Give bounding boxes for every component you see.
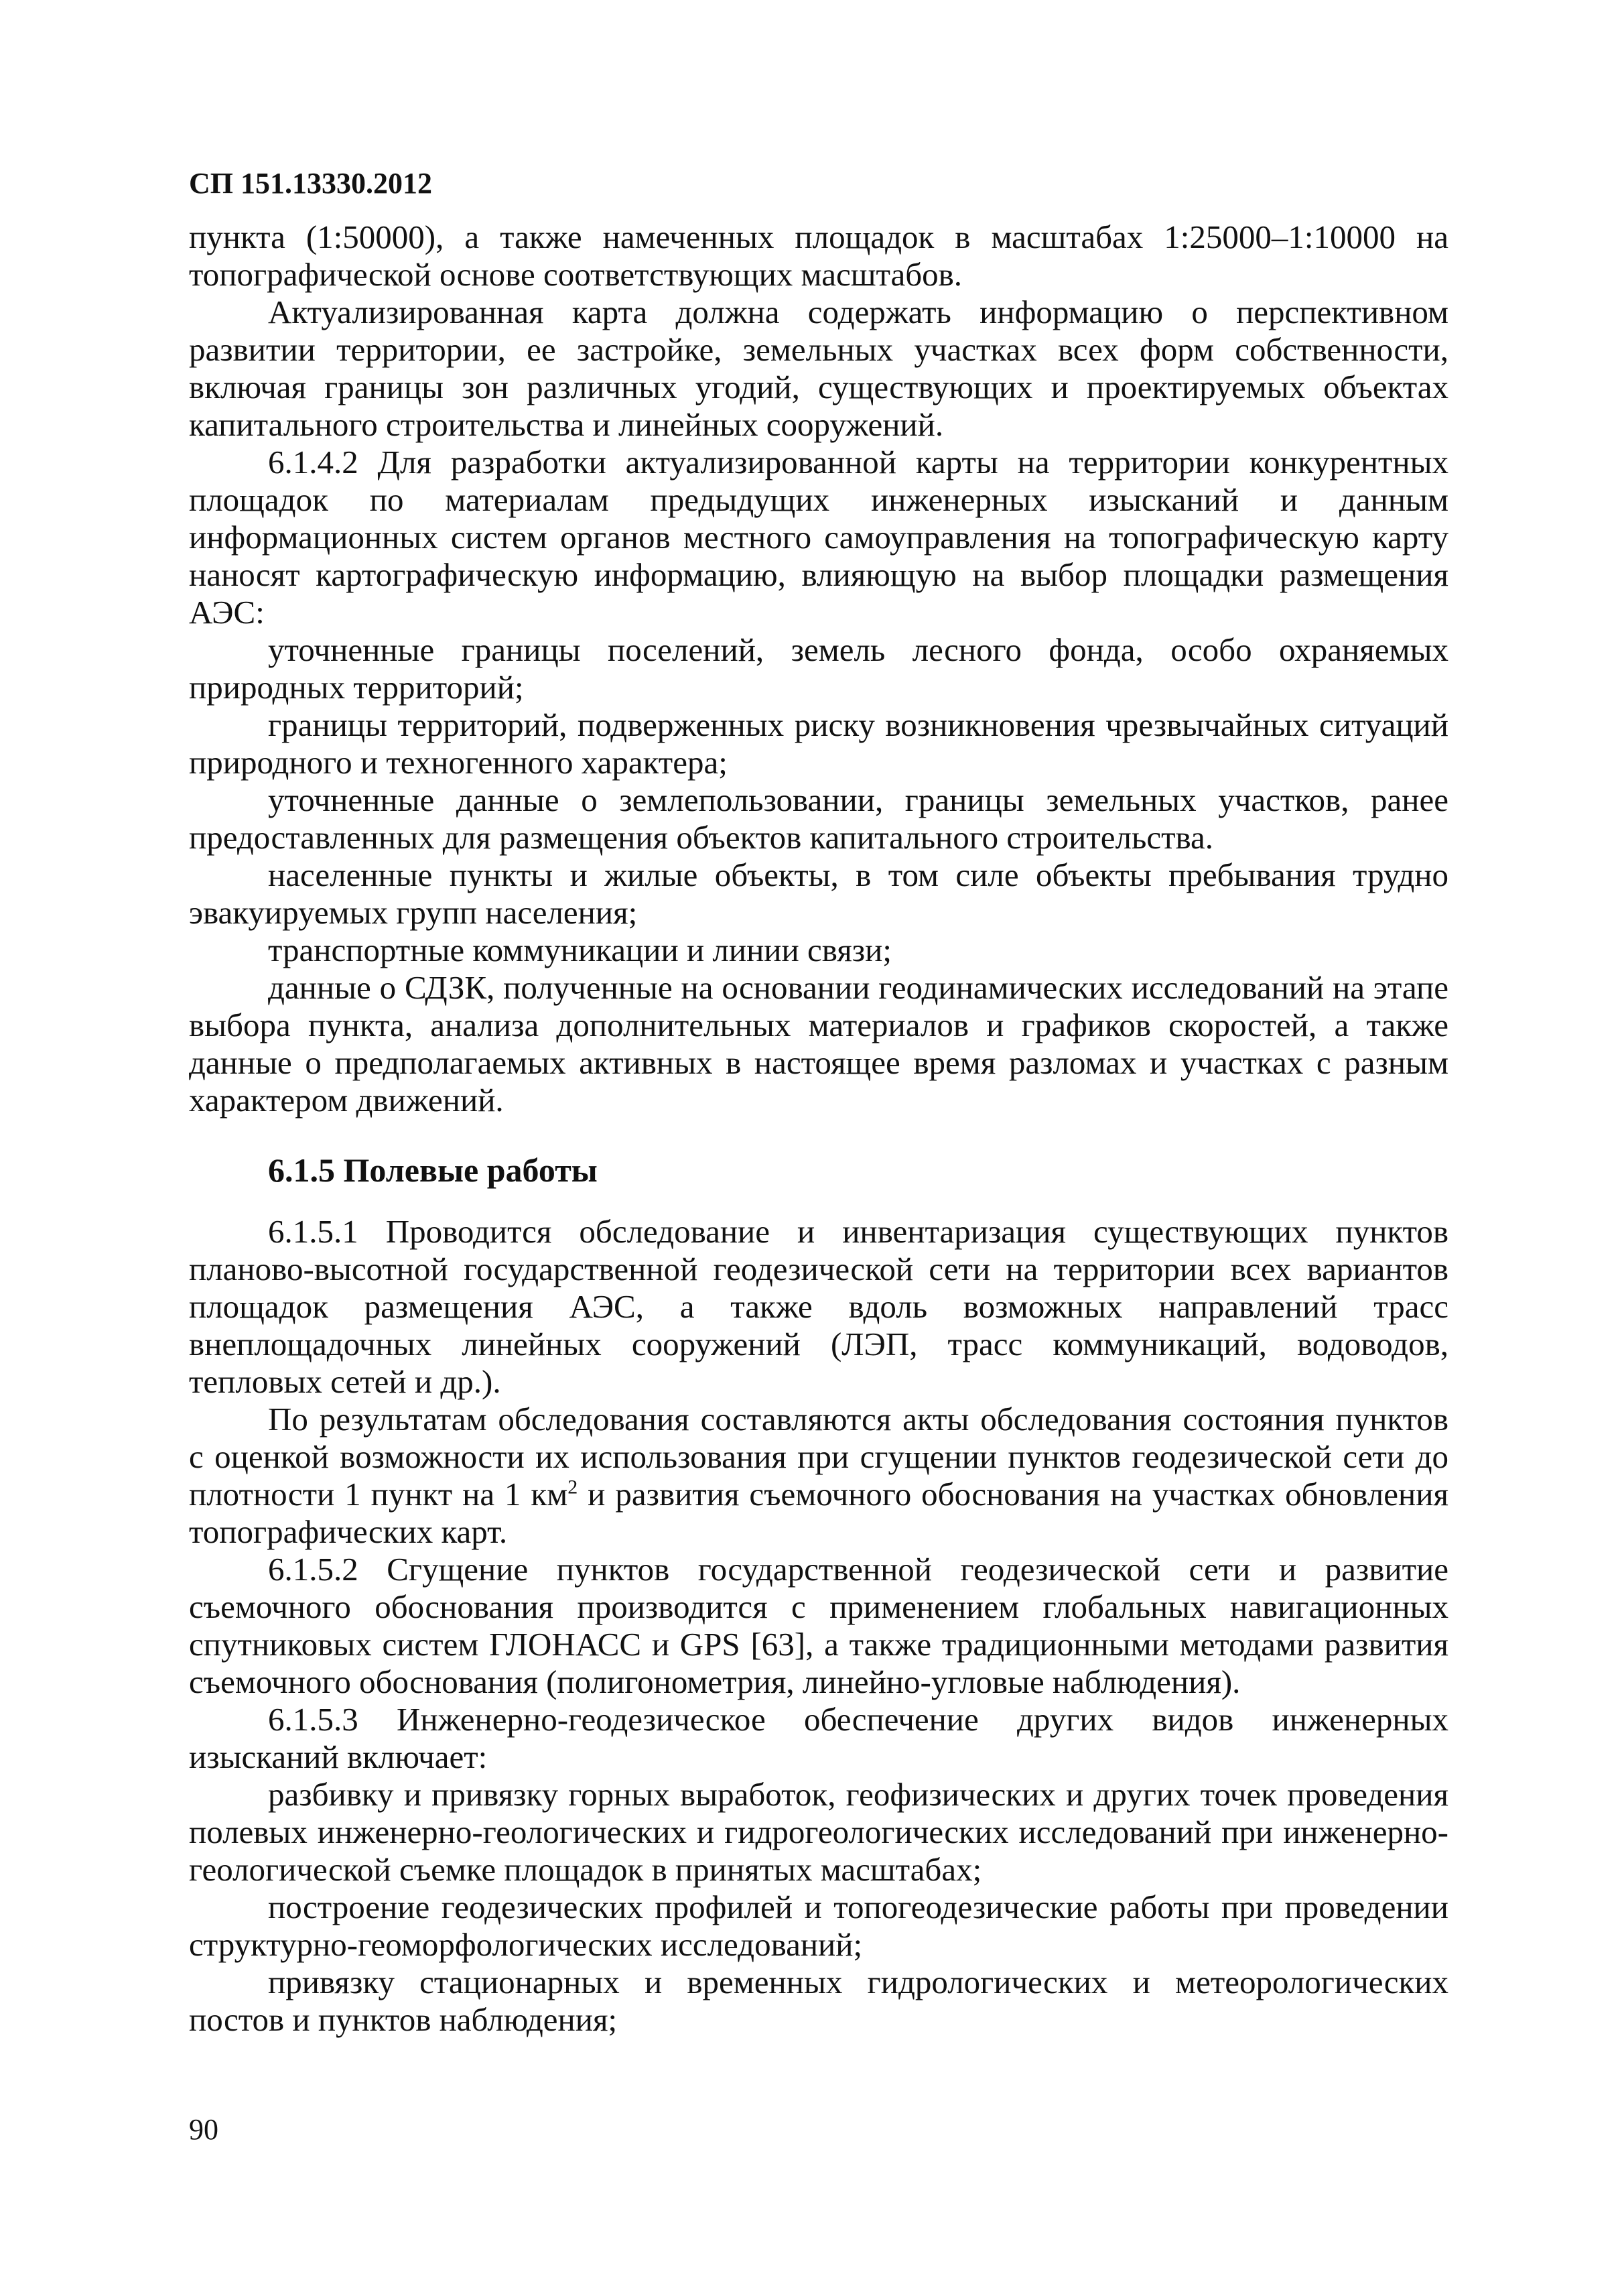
paragraph: Актуализированная карта должна содержать информацию о перспективном развитии территории, ее застройке, земельных участках всех форм собственности, включая границы зон различных угодий, существующих и проектируемых объектах капитального строительства и линейных сооружений.: [189, 294, 1448, 443]
list-item: разбивку и привязку горных выработок, геофизических и других точек проведения полевых инженерно-геологических и гидрогеологических исследований при инженерно-геологической съемке площадок в принятых масштабах;: [189, 1776, 1448, 1888]
list-item: населенные пункты и жилые объекты, в том силе объекты пребывания трудно эвакуируемых групп населения;: [189, 856, 1448, 931]
paragraph: [189, 1401, 1448, 1551]
list-item: данные о СДЗК, полученные на основании геодинамических исследований на этапе выбора пункта, анализа дополнительных материалов и графиков скоростей, а также данные о предполагаемых активных в настоящее время разломах и участках с разным характером движений.: [189, 969, 1448, 1119]
page-number: 90: [189, 2113, 218, 2146]
document-body: [189, 218, 1448, 2039]
paragraph: 6.1.5.2 Сгущение пунктов государственной геодезической сети и развитие съемочного обоснования производится с применением глобальных навигационных спутниковых систем ГЛОНАСС и GPS [63], а также традиционными методами развития съемочного обоснования (полигонометрия, линейно-угловые наблюдения).: [189, 1551, 1448, 1700]
paragraph: пункта (1:50000), а также намеченных площадок в масштабах 1:25000–1:10000 на топографической основе соответствующих масштабов.: [189, 218, 1448, 293]
list-item: границы территорий, подверженных риску возникновения чрезвычайных ситуаций природного и техногенного характера;: [189, 706, 1448, 781]
paragraph-text: По результатам обследования составляются акты обследования состояния пунктов с оценкой возможности их использования при сгущении пунктов геодезической сети до плотности 1 пункт на 1 км: [189, 1401, 1448, 1513]
paragraph: 6.1.5.3 Инженерно-геодезическое обеспечение других видов инженерных изысканий включает:: [189, 1701, 1448, 1775]
paragraph: 6.1.5.1 Проводится обследование и инвентаризация существующих пунктов планово-высотной государственной геодезической сети на территории всех вариантов площадок размещения АЭС, а также вдоль возможных направлений трасс внеплощадочных линейных сооружений (ЛЭП, трасс коммуникаций, водоводов, тепловых сетей и др.).: [189, 1213, 1448, 1400]
paragraph-text: и развития съемочного обоснования на участках обновления топографических карт.: [189, 1476, 1448, 1550]
superscript: 2: [567, 1476, 578, 1498]
paragraph: 6.1.4.2 Для разработки актуализированной карты на территории конкурентных площадок по материалам предыдущих инженерных изысканий и данным информационных систем органов местного самоуправления на топографическую карту наносят картографическую информацию, влияющую на выбор площадки размещения АЭС:: [189, 444, 1448, 631]
list-item: построение геодезических профилей и топогеодезические работы при проведении структурно-геоморфологических исследований;: [189, 1889, 1448, 1963]
list-item: транспортные коммуникации и линии связи;: [268, 932, 892, 968]
section-heading: 6.1.5 Полевые работы: [268, 1151, 598, 1189]
document-code-header: СП 151.13330.2012: [189, 167, 432, 200]
list-item: привязку стационарных и временных гидрологических и метеорологических постов и пунктов наблюдения;: [189, 1964, 1448, 2038]
list-item: уточненные границы поселений, земель лесного фонда, особо охраняемых природных территорий;: [189, 631, 1448, 706]
list-item: уточненные данные о землепользовании, границы земельных участков, ранее предоставленных для размещения объектов капитального строительства.: [189, 781, 1448, 856]
